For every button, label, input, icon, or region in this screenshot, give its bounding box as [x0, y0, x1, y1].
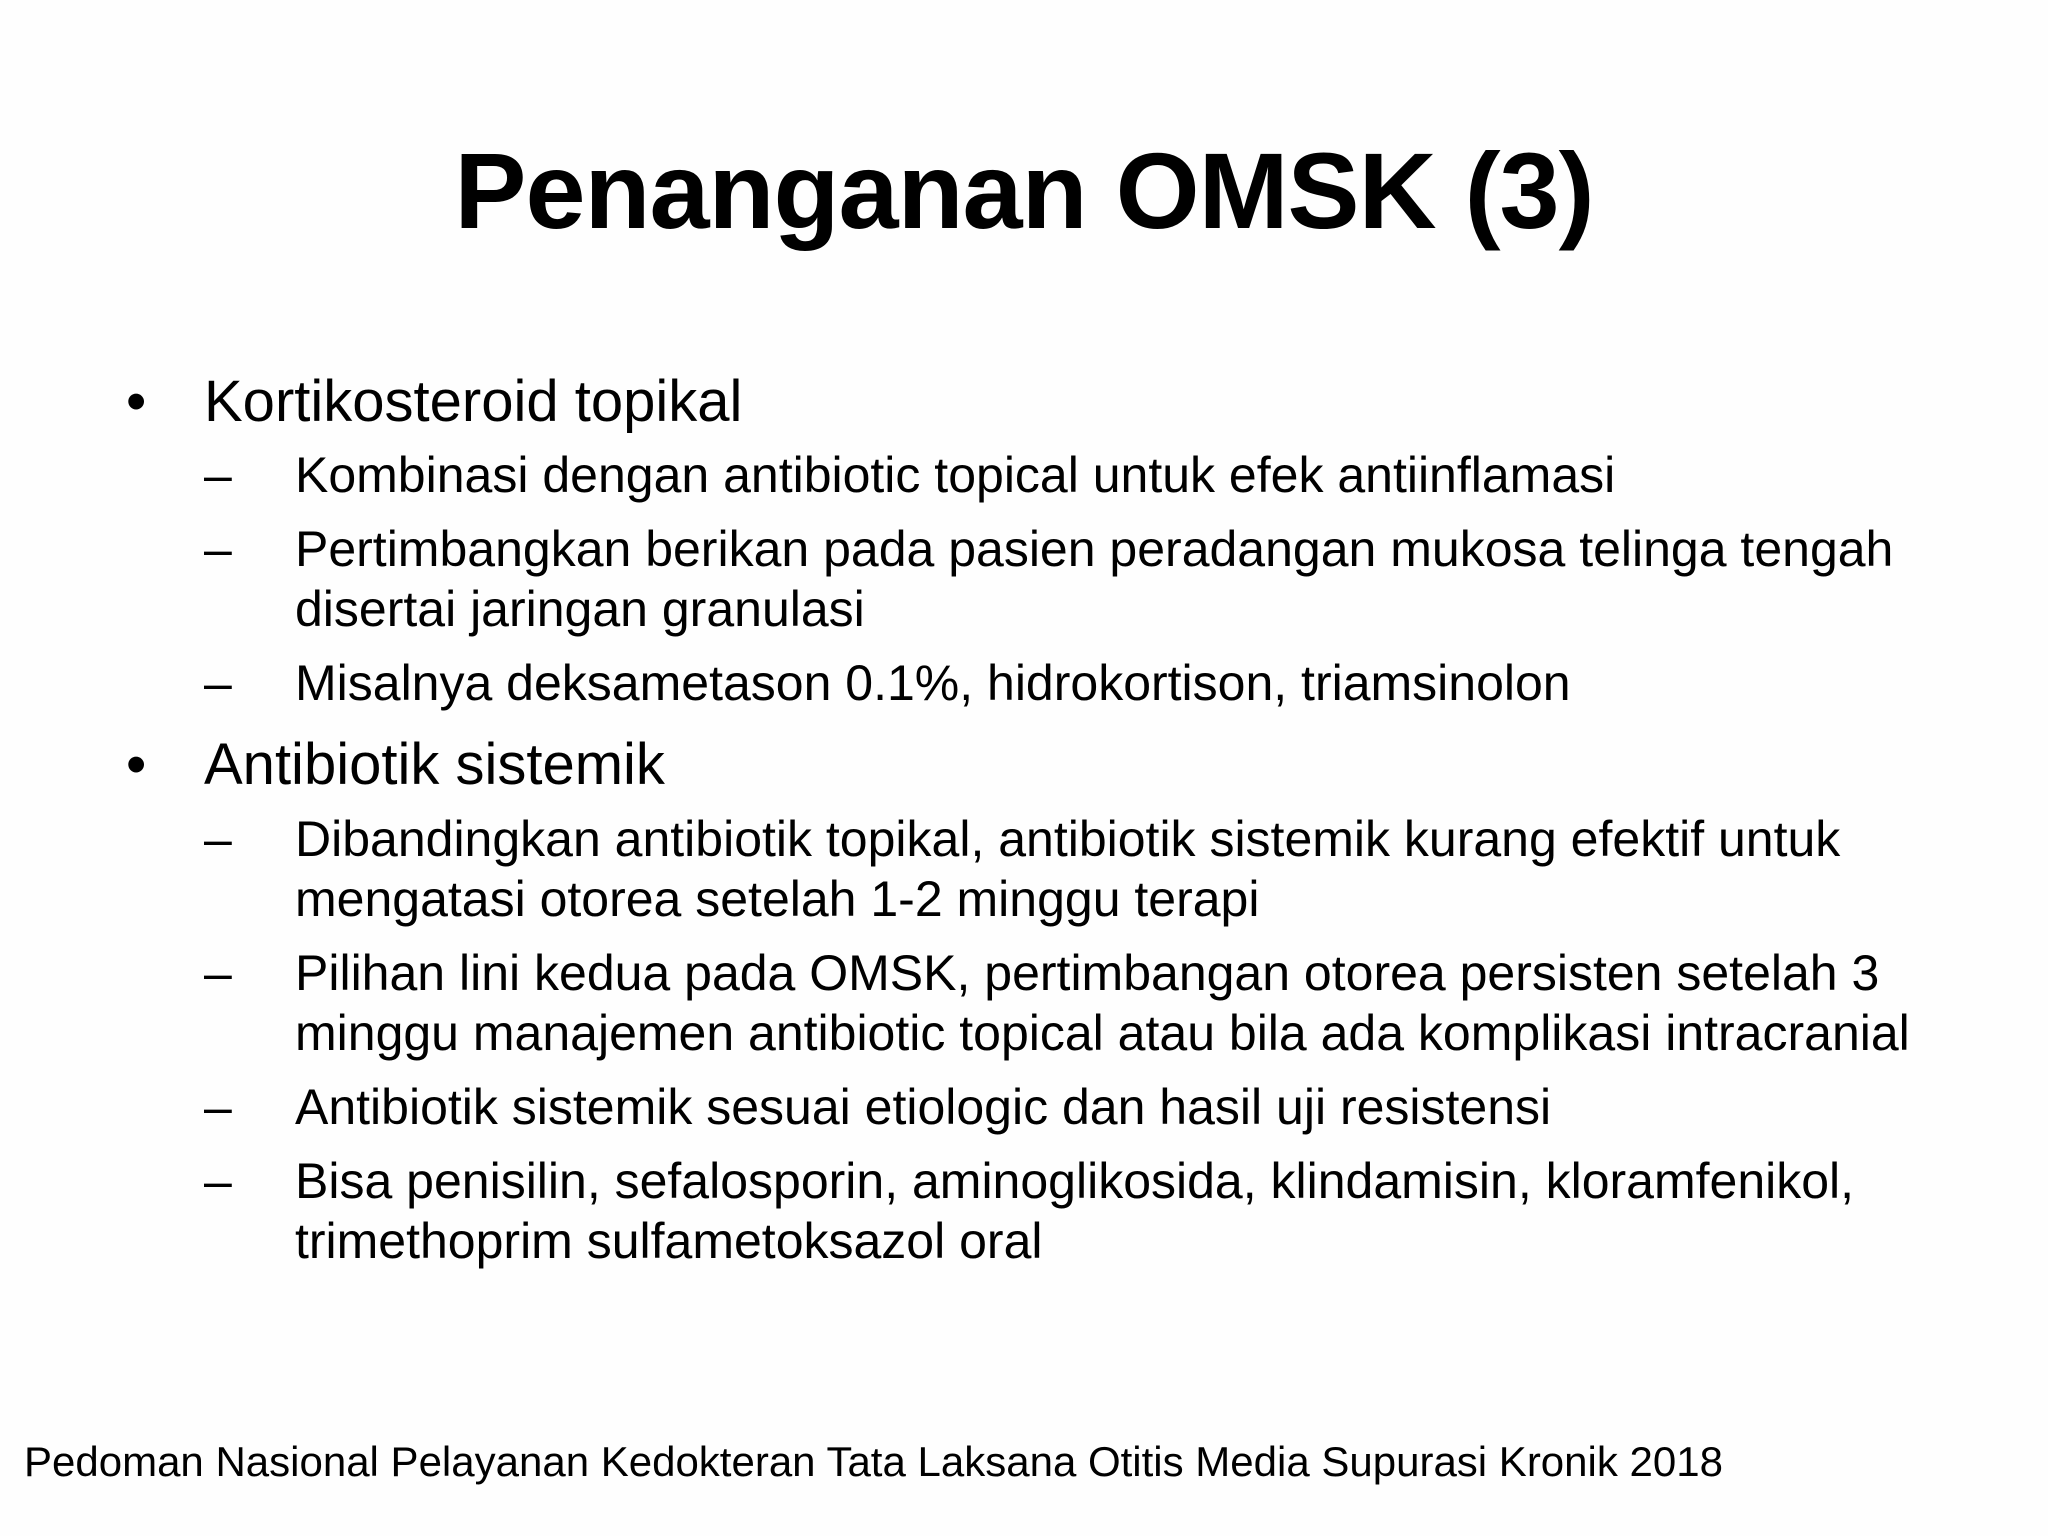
dash-icon: – [204, 810, 232, 867]
dash-icon: – [204, 1078, 232, 1135]
sub-bullet-text: Misalnya deksametason 0.1%, hidrokortison, triamsinolon [295, 655, 1571, 712]
slide-content [118, 364, 1958, 1285]
dash-icon: – [204, 655, 232, 712]
sub-bullet-item [204, 943, 1958, 1063]
sub-bullet-item [204, 653, 1958, 713]
bullet-item-antibiotik [118, 727, 1958, 1270]
sub-bullet-item [204, 445, 1958, 505]
sub-bullet-item [204, 1077, 1958, 1137]
dash-icon: – [204, 944, 232, 1001]
bullet-item-kortikosteroid [118, 364, 1958, 713]
slide-title: Penanganan OMSK (3) [454, 130, 1594, 251]
dash-icon: – [204, 447, 232, 504]
bullet-dot-icon: • [126, 732, 147, 798]
sub-bullet-text: Pertimbangkan berikan pada pasien peradangan mukosa telinga tengah disertai jaringan granulasi [295, 521, 1894, 638]
sub-bullet-text: Bisa penisilin, sefalosporin, aminoglikosida, klindamisin, kloramfenikol, trimethoprim sulfametoksazol oral [295, 1152, 1855, 1269]
bullet-text: Kortikosteroid topikal [204, 369, 743, 434]
sub-bullet-text: Pilihan lini kedua pada OMSK, pertimbangan otorea persisten setelah 3 minggu manajemen antibiotic topical atau bila ada komplikasi intracranial [295, 944, 1910, 1061]
sub-bullet-list [204, 809, 1958, 1271]
bullet-list [118, 364, 1958, 1271]
sub-bullet-text: Kombinasi dengan antibiotic topical untuk efek antiinflamasi [295, 447, 1616, 504]
bullet-dot-icon: • [126, 369, 147, 434]
sub-bullet-item [204, 809, 1958, 929]
sub-bullet-list [204, 445, 1958, 713]
sub-bullet-item [204, 519, 1958, 639]
sub-bullet-text: Antibiotik sistemik sesuai etiologic dan hasil uji resistensi [295, 1078, 1552, 1135]
source-citation: Pedoman Nasional Pelayanan Kedokteran Tata Laksana Otitis Media Supurasi Kronik 2018 [24, 1438, 1723, 1485]
bullet-text: Antibiotik sistemik [204, 732, 665, 798]
dash-icon: – [204, 1152, 232, 1209]
sub-bullet-text: Dibandingkan antibiotik topikal, antibiotik sistemik kurang efektif untuk mengatasi otorea setelah 1-2 minggu terapi [295, 810, 1841, 927]
sub-bullet-item [204, 1151, 1958, 1271]
dash-icon: – [204, 521, 232, 578]
